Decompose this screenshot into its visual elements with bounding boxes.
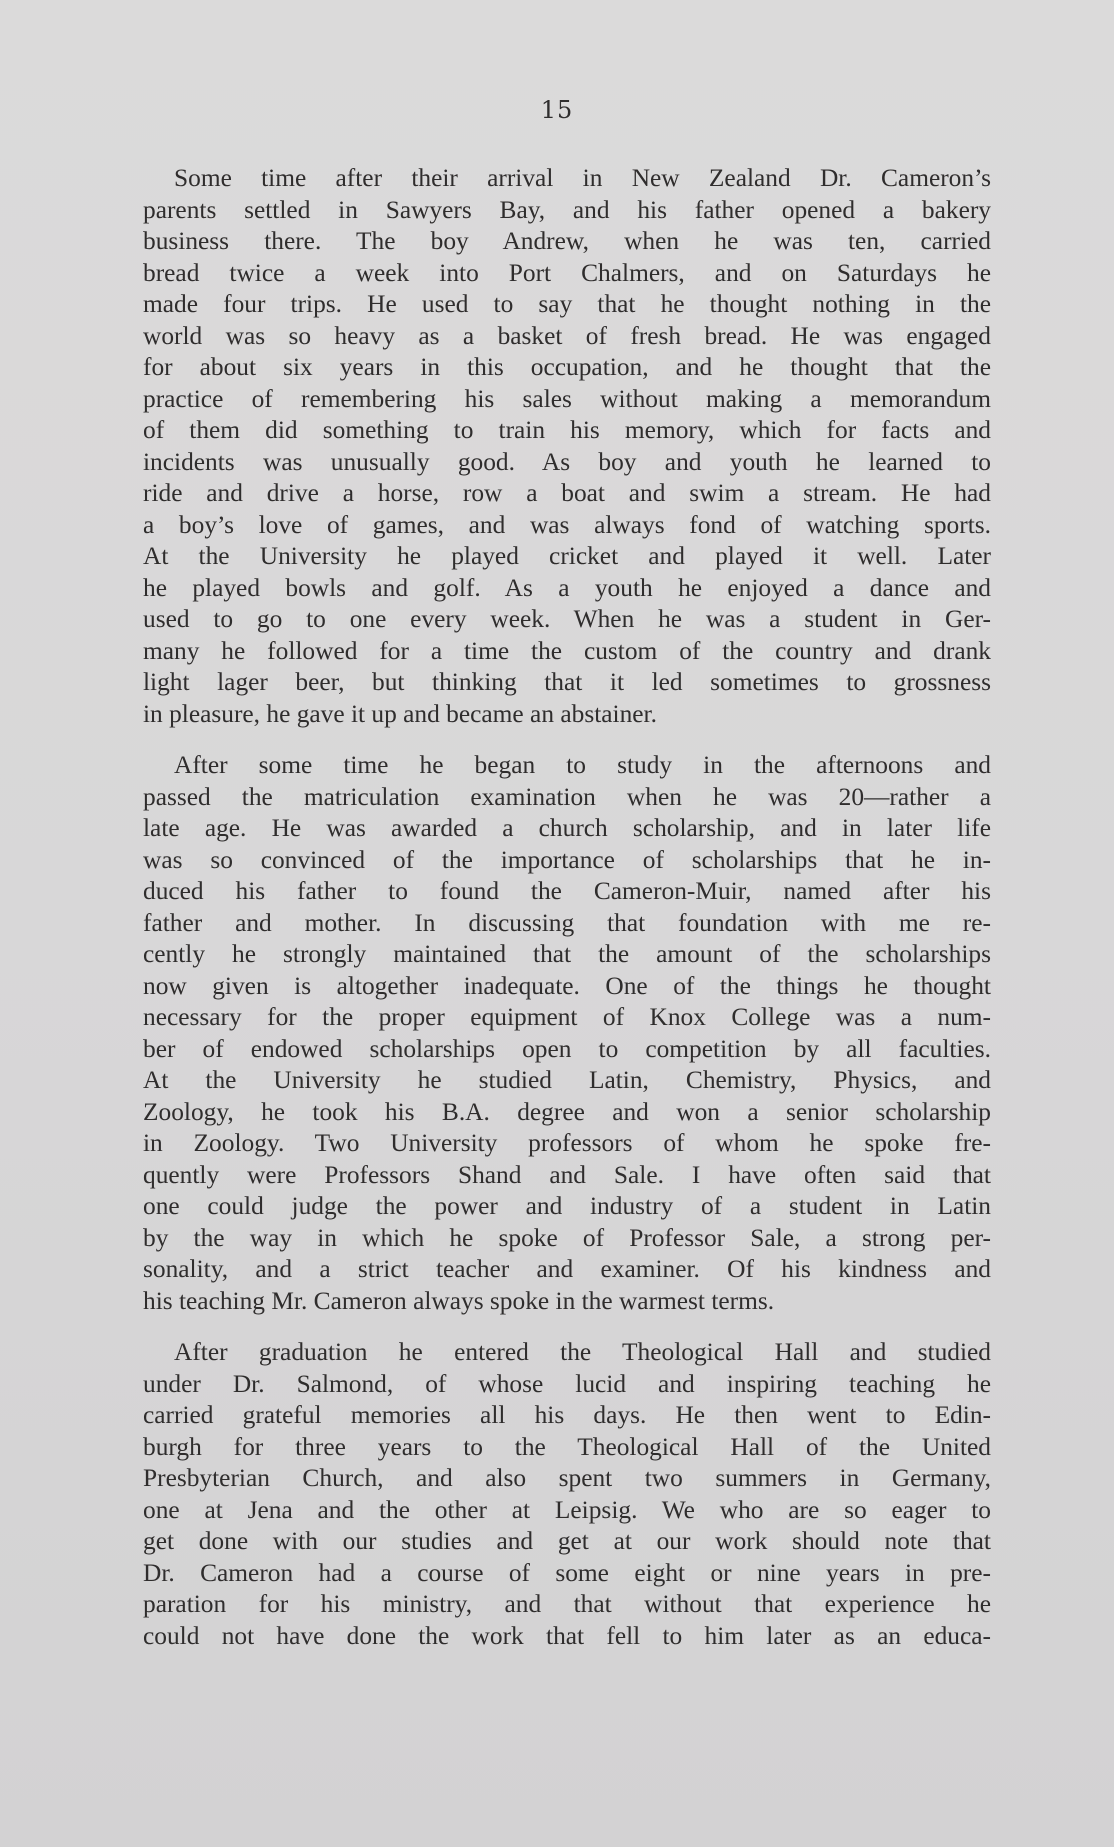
text-line: duced his father to found the Cameron-Muir, named after his <box>143 877 991 905</box>
text-line: cently he strongly maintained that the amount of the scholarships <box>143 940 991 968</box>
text-line: light lager beer, but thinking that it led sometimes to grossness <box>143 668 991 696</box>
text-line: in Zoology. Two University professors of whom he spoke fre- <box>143 1129 991 1157</box>
text-line: At the University he studied Latin, Chemistry, Physics, and <box>143 1066 991 1094</box>
text-line: Presbyterian Church, and also spent two summers in Germany, <box>143 1464 991 1492</box>
text-line: one at Jena and the other at Leipsig. We who are so eager to <box>143 1495 991 1524</box>
page-number: 15 <box>540 96 574 124</box>
text-line: After some time he began to study in the afternoons and <box>174 751 991 779</box>
paragraph-1 <box>143 163 991 730</box>
text-line: After graduation he entered the Theological Hall and studied <box>174 1338 991 1366</box>
text-line: his teaching Mr. Cameron always spoke in the warmest terms. <box>143 1286 775 1315</box>
text-line: could not have done the work that fell to him later as an educa- <box>143 1621 991 1650</box>
text-line: passed the matriculation examination when he was 20—rather a <box>143 782 991 811</box>
text-line: late age. He was awarded a church scholarship, and in later life <box>143 814 991 842</box>
paragraph-2 <box>143 750 991 1317</box>
text-line: quently were Professors Shand and Sale. I have often said that <box>143 1160 991 1189</box>
text-line: was so convinced of the importance of scholarships that he in- <box>143 845 991 874</box>
text-line: bread twice a week into Port Chalmers, and on Saturdays he <box>143 258 991 287</box>
text-line: by the way in which he spoke of Professor Sale, a strong per- <box>143 1223 991 1252</box>
text-line: necessary for the proper equipment of Knox College was a num- <box>143 1003 991 1031</box>
text-line: business there. The boy Andrew, when he was ten, carried <box>143 227 991 255</box>
text-line: sonality, and a strict teacher and examiner. Of his kindness and <box>143 1255 991 1283</box>
text-line: made four trips. He used to say that he thought nothing in the <box>143 290 991 318</box>
text-line: carried grateful memories all his days. He then went to Edin- <box>143 1401 991 1429</box>
text-line: At the University he played cricket and played it well. Later <box>143 542 991 570</box>
text-line: father and mother. In discussing that foundation with me re- <box>143 908 991 937</box>
text-line: Zoology, he took his B.A. degree and won a senior scholarship <box>143 1097 991 1126</box>
text-line: one could judge the power and industry of a student in Latin <box>143 1192 991 1220</box>
text-line: many he followed for a time the custom of the country and drank <box>143 636 991 665</box>
text-line: paration for his ministry, and that without that experience he <box>143 1590 991 1618</box>
text-line: used to go to one every week. When he was a student in Ger- <box>143 605 991 633</box>
text-line: of them did something to train his memory, which for facts and <box>143 416 991 444</box>
text-line: ride and drive a horse, row a boat and swim a stream. He had <box>143 479 991 507</box>
text-line: incidents was unusually good. As boy and youth he learned to <box>143 447 991 476</box>
paragraph-3 <box>143 1337 991 1652</box>
text-line: get done with our studies and get at our work should note that <box>143 1527 991 1555</box>
text-line: now given is altogether inadequate. One of the things he thought <box>143 971 991 1000</box>
text-line: Some time after their arrival in New Zealand Dr. Cameron’s <box>174 164 991 192</box>
text-line: practice of remembering his sales without making a memorandum <box>143 384 991 413</box>
text-line: a boy’s love of games, and was always fond of watching sports. <box>143 510 991 539</box>
text-line: parents settled in Sawyers Bay, and his father opened a bakery <box>143 195 991 224</box>
text-line: ber of endowed scholarships open to competition by all faculties. <box>143 1034 991 1063</box>
text-line: under Dr. Salmond, of whose lucid and inspiring teaching he <box>143 1369 991 1398</box>
text-line: he played bowls and golf. As a youth he enjoyed a dance and <box>143 573 991 602</box>
text-line: for about six years in this occupation, and he thought that the <box>143 353 991 381</box>
text-line: in pleasure, he gave it up and became an abstainer. <box>143 699 657 728</box>
text-line: burgh for three years to the Theological Hall of the United <box>143 1432 991 1461</box>
text-line: world was so heavy as a basket of fresh bread. He was engaged <box>143 321 991 350</box>
text-line: Dr. Cameron had a course of some eight or nine years in pre- <box>143 1558 991 1587</box>
